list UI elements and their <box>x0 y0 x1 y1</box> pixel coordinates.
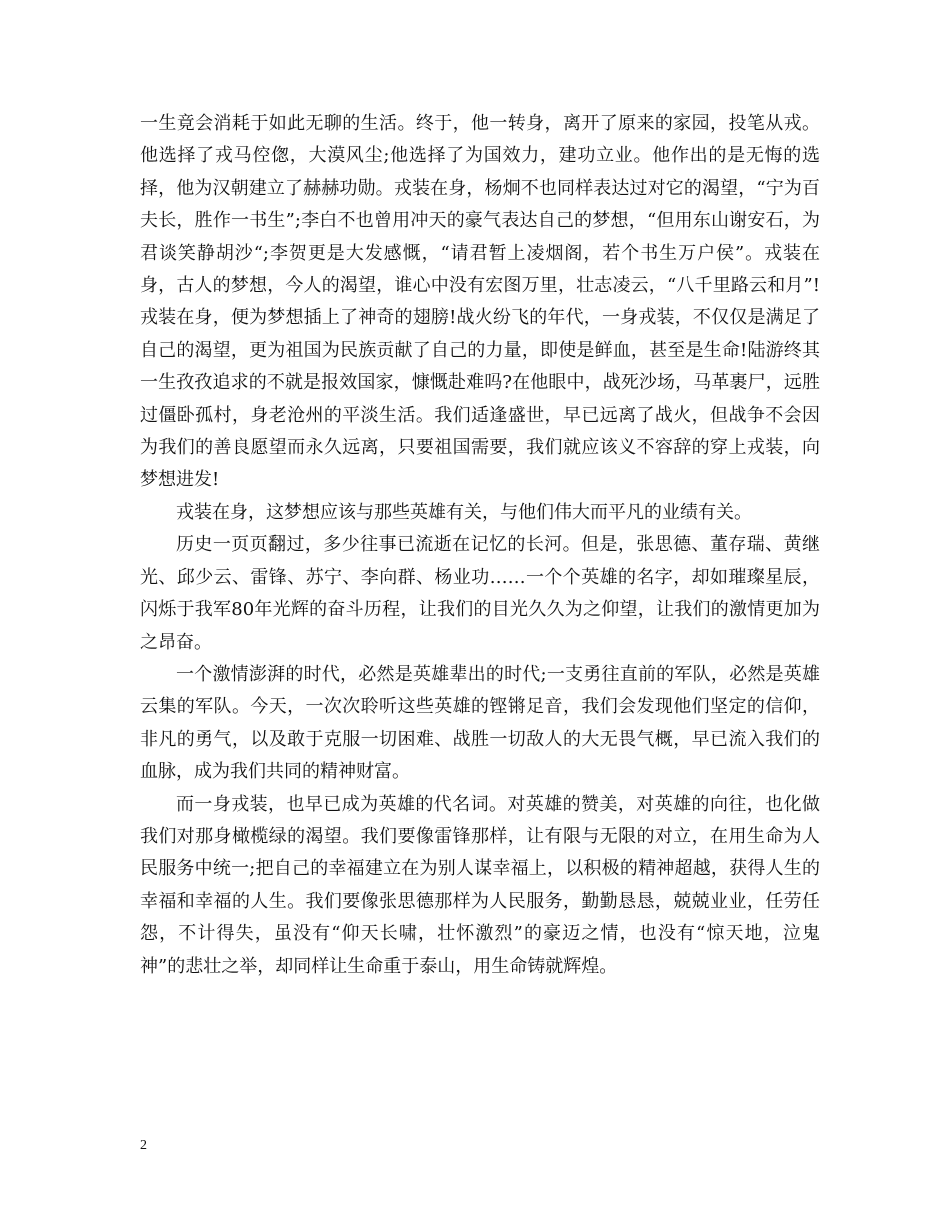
body-text <box>140 108 820 983</box>
paragraph-4: 一个激情澎湃的时代，必然是英雄辈出的时代;一支勇往直前的军队，必然是英雄云集的军队。今天，一次次聆听这些英雄的铿锵足音，我们会发现他们坚定的信仰，非凡的勇气，以及敢于克服一切困难、战胜一切敌人的大无畏气概，早已流入我们的血脉，成为我们共同的精神财富。 <box>140 663 820 783</box>
paragraph-2: 戎装在身，这梦想应该与那些英雄有关，与他们伟大而平凡的业绩有关。 <box>176 501 752 523</box>
paragraph-5: 而一身戎装，也早已成为英雄的代名词。对英雄的赞美，对英雄的向往，也化做我们对那身橄榄绿的渴望。我们要像雷锋那样，让有限与无限的对立，在用生命为人民服务中统一;把自己的幸福建立在为别人谋幸福上，以积极的精神超越，获得人生的幸福和幸福的人生。我们要像张思德那样为人民服务，勤勤恳恳，兢兢业业，任劳任怨，不计得失，虽没有“仰天长啸，壮怀激烈”的豪迈之情，也没有“惊天地，泣鬼神”的悲壮之举，却同样让生命重于泰山，用生命铸就辉煌。 <box>140 793 820 977</box>
page-number: 2 <box>140 1138 147 1153</box>
paragraph-1: 一生竟会消耗于如此无聊的生活。终于，他一转身，离开了原来的家园，投笔从戎。他选择了戎马倥偬，大漠风尘;他选择了为国效力，建功立业。他作出的是无悔的选择，他为汉朝建立了赫赫功勋。戎装在身，杨炯不也同样表达过对它的渴望，“宁为百夫长，胜作一书生”;李白不也曾用冲天的豪气表达自己的梦想，“但用东山谢安石，为君谈笑静胡沙“;李贺更是大发感慨，“请君暂上凌烟阁，若个书生万户侯”。戎装在身，古人的梦想，今人的渴望，谁心中没有宏图万里，壮志凌云，“八千里路云和月”!戎装在身，便为梦想插上了神奇的翅膀!战火纷飞的年代，一身戎装，不仅仅是满足了自己的渴望，更为祖国为民族贡献了自己的力量，即使是鲜血，甚至是生命!陆游终其一生孜孜追求的不就是报效国家，慷慨赴难吗?在他眼中，战死沙场，马革裹尸，远胜过僵卧孤村，身老沧州的平淡生活。我们适逢盛世，早已远离了战火，但战争不会因为我们的善良愿望而永久远离，只要祖国需要，我们就应该义不容辞的穿上戎装，向梦想进发! <box>140 113 820 491</box>
paragraph-3: 历史一页页翻过，多少往事已流逝在记忆的长河。但是，张思德、董存瑞、黄继光、邱少云、雷锋、苏宁、李向群、杨业功……一个个英雄的名字，却如璀璨星辰，闪烁于我军80年光辉的奋斗历程，让我们的目光久久为之仰望，让我们的激情更加为之昂奋。 <box>140 534 820 653</box>
